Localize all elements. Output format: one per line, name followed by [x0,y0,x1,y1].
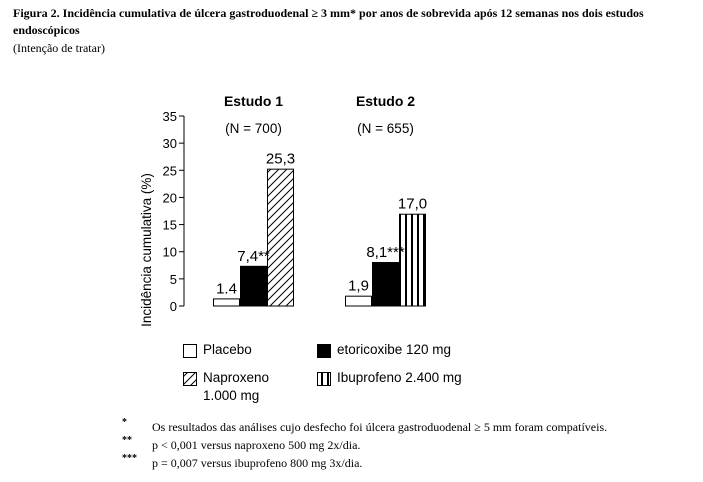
y-tick-label: 35 [162,109,177,124]
footnote-text: Os resultados das análises cujo desfecho foi úlcera gastroduodenal ≥ 5 mm foram compatíveis. [152,420,608,434]
footnote-mark: ** [122,435,132,446]
bar-value-label: 1.4 [216,280,237,298]
y-tick-label: 20 [162,190,177,206]
figure-subtitle: (Intenção de tratar) [13,41,105,55]
bar-value-label: 17,0 [397,195,428,213]
y-axis-label: Incidência cumulativa (%) [139,173,154,327]
bar-value-label: 25,3 [265,150,296,168]
group-title: Estudo 2 [355,93,416,109]
figure-title: Figura 2. Incidência cumulativa de úlcera gastroduodenal ≥ 3 mm* por anos de sobrevida após 12 semanas nos dois estudos endoscópicos [13,6,644,37]
legend-label: 1.000 mg [203,388,260,403]
bar [373,263,399,306]
legend-swatch [184,373,197,386]
bar [268,169,294,306]
footnote-mark: * [122,417,127,428]
legend-swatch [318,345,331,358]
legend-swatch [318,373,331,386]
bar [346,296,372,306]
bar [214,299,240,306]
y-tick-label: 25 [162,163,177,179]
legend-label: etoricoxibe 120 mg [337,342,452,357]
legend-swatch [184,345,197,358]
y-tick-label: 15 [162,217,177,233]
footnote-mark: *** [122,453,137,464]
legend-label: Naproxeno [203,370,270,385]
y-tick-label: 5 [169,271,177,287]
bar-value-label: 1,9 [348,277,369,295]
y-tick-label: 0 [169,299,177,314]
y-tick-label: 30 [162,136,177,152]
footnote-text: p < 0,001 versus naproxeno 500 mg 2x/dia. [152,438,361,452]
bar [241,266,267,306]
bar-value-label: 8,1*** [366,244,405,262]
legend-label: Placebo [203,342,252,357]
legend-label: Ibuprofeno 2.400 mg [337,370,462,385]
group-n-label: (N = 700) [225,121,282,136]
y-tick-label: 10 [162,244,177,260]
bar-value-label: 7,4** [237,247,270,265]
group-title: Estudo 1 [223,93,284,109]
footnote-text: p = 0,007 versus ibuprofeno 800 mg 3x/dia. [152,456,363,470]
group-n-label: (N = 655) [357,121,414,136]
